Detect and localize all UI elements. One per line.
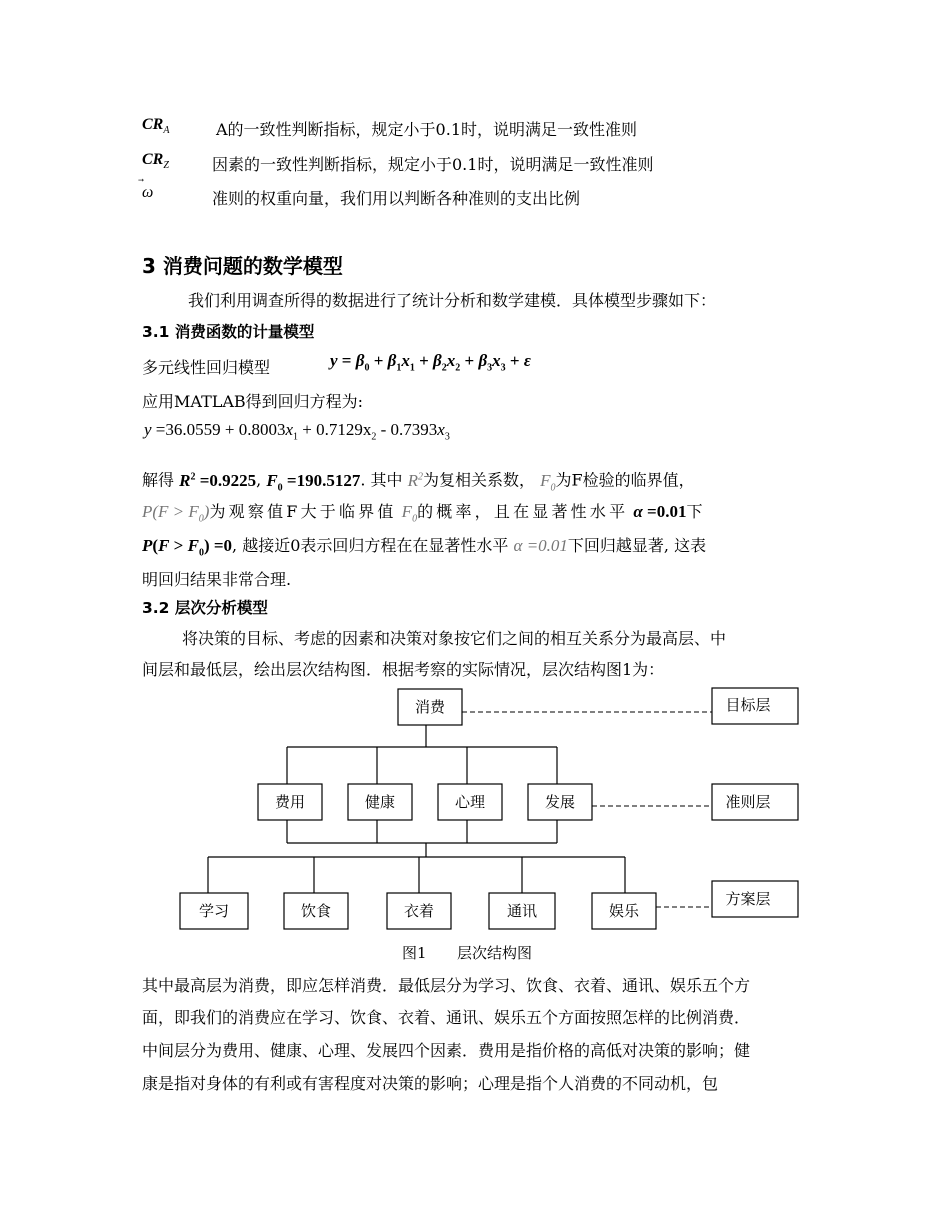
section-3-2-para-line-1: 将决策的目标、考虑的因素和决策对象按它们之间的相互关系分为最高层、中 xyxy=(182,629,727,648)
results-line-4: 明回归结果非常合理. xyxy=(142,570,292,589)
section-3-2-para-line-2: 间层和最低层，绘出层次结构图．根据考察的实际情况，层次结构图1为： xyxy=(142,660,665,679)
section-3-title: 3 消费问题的数学模型 xyxy=(142,254,343,278)
figure-caption-text: 层次结构图 xyxy=(457,944,533,962)
section-3-1-title: 3.1 消费函数的计量模型 xyxy=(142,323,315,341)
criteria-node-label-4: 发展 xyxy=(544,793,576,811)
closing-line-3: 中间层分为费用、健康、心理、发展四个因素．费用是指价格的高低对决策的影响；健 xyxy=(142,1041,751,1060)
results-line-3: $P(F > F_0) =0$, 越接近0表示回归方程在在显著性水平 α =0.01下回归越显著, 这表 xyxy=(142,536,707,559)
closing-line-4: 康是指对身体的有利或有害程度对决策的影响；心理是指个人消费的不同动机，包 xyxy=(142,1074,719,1093)
notation-symbol-omega: ω xyxy=(142,184,154,201)
layer-label-criteria: 准则层 xyxy=(725,793,771,811)
layer-label-options: 方案层 xyxy=(725,890,771,908)
notation-desc-omega: 准则的权重向量，我们用以判断各种准则的支出比例 xyxy=(212,189,581,208)
section-3-2-title: 3.2 层次分析模型 xyxy=(142,599,268,617)
option-node-label-3: 衣着 xyxy=(403,902,435,920)
notation-desc-cr-z: 因素的一致性判断指标，规定小于0.1时，说明满足一致性准则 xyxy=(212,155,654,174)
model-equation: $y = \beta_0 + \beta_1x_1 + \beta_2x_2 + \beta_3x_3 + \varepsilon$ xyxy=(330,351,531,374)
closing-line-1: 其中最高层为消费，即应怎样消费．最低层分为学习、饮食、衣着、通讯、娱乐五个方 xyxy=(142,976,751,995)
criteria-node-label-3: 心理 xyxy=(454,793,486,811)
option-node-label-2: 饮食 xyxy=(300,902,332,920)
results-line-1: 解得 $R^2 =0.9225$, $F_0 =190.5127$. 其中 $R^2$为复相关系数， $F_0$为F检验的临界值， xyxy=(142,470,695,494)
criteria-node-label-2: 健康 xyxy=(364,793,396,811)
matlab-line: 应用MATLAB得到回归方程为: xyxy=(142,392,364,411)
option-node-label-5: 娱乐 xyxy=(608,902,640,920)
notation-symbol-cr-a: $CR_A$ xyxy=(142,116,170,137)
layer-label-goal: 目标层 xyxy=(725,696,771,714)
figure-caption-number: 图1 xyxy=(402,944,427,962)
option-node-label-4: 通讯 xyxy=(506,902,538,920)
section-3-intro: 我们利用调查所得的数据进行了统计分析和数学建模．具体模型步骤如下： xyxy=(188,291,717,310)
results-line-2: $P(F > F_0)$为观察值F大于临界值 $F_0$的概率，且在显著性水平 α =0.01下 xyxy=(142,502,703,525)
notation-desc-cr-a: A的一致性判断指标，规定小于0.1时，说明满足一致性准则 xyxy=(216,120,638,139)
notation-symbol-cr-z: $CR_Z$ xyxy=(142,151,169,172)
model-label: 多元线性回归模型 xyxy=(142,358,271,377)
option-node-label-1: 学习 xyxy=(198,902,230,920)
closing-line-2: 面，即我们的消费应在学习、饮食、衣着、通讯、娱乐五个方面按照怎样的比例消费． xyxy=(142,1008,751,1027)
regression-equation: $y =36.0559 + 0.8003x_1 + 0.7129x_2 - 0.7393x_3$ xyxy=(144,420,450,443)
goal-node-label: 消费 xyxy=(414,698,446,716)
criteria-node-label-1: 费用 xyxy=(274,793,306,811)
